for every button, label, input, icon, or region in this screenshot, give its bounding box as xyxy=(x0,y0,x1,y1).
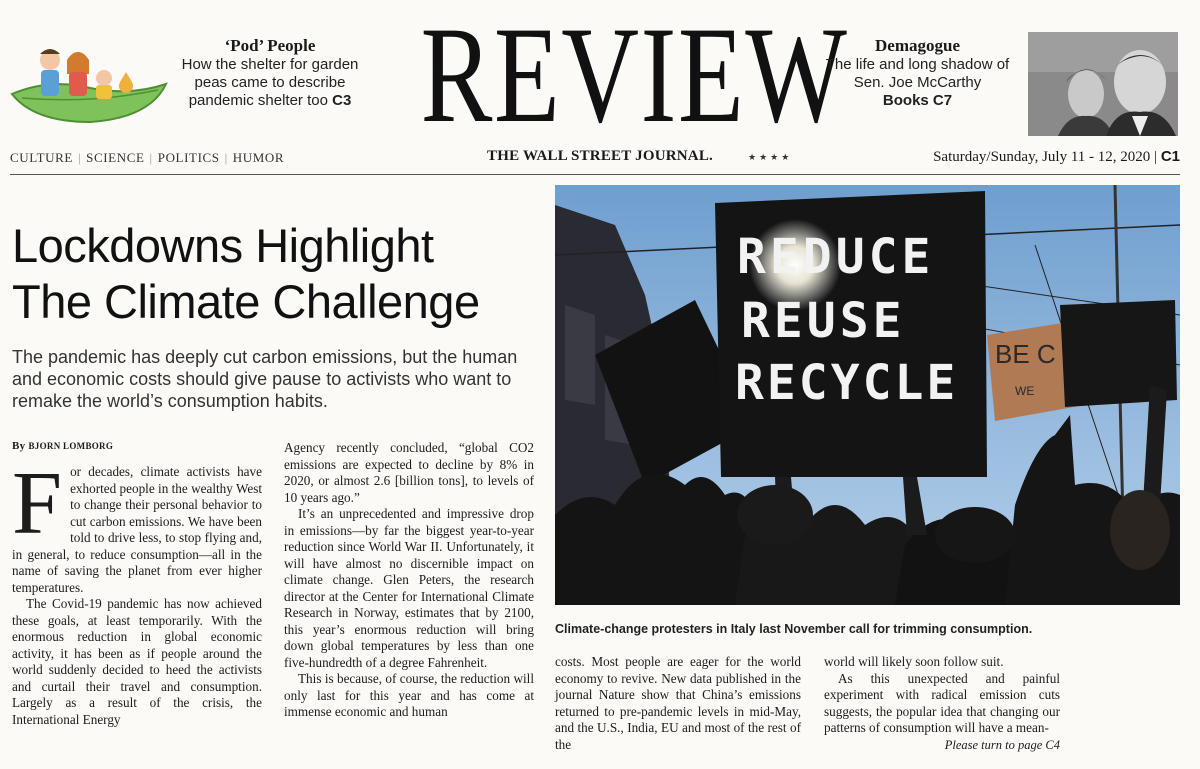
teaser-title: Demagogue xyxy=(875,36,960,55)
section-link-science[interactable]: SCIENCE xyxy=(86,150,145,165)
issue-date: Saturday/Sunday, July 11 - 12, 2020 xyxy=(933,149,1151,165)
newspaper-name: THE WALL STREET JOURNAL. xyxy=(487,148,713,164)
teaser-pod-people[interactable] xyxy=(170,36,370,110)
small-sign-text: BE C xyxy=(995,339,1056,369)
article-column-3: costs. Most people are eager for the world economy to revive. New data published in the journal Nature show that China’s emissions returned to pre-pandemic levels in mid-May, and the U.S., India, EU and most of the rest of the xyxy=(555,654,801,752)
section-link-culture[interactable]: CULTURE xyxy=(10,150,73,165)
teaser-text: How the shelter for garden peas came to describe pandemic shelter too C3 xyxy=(181,56,359,109)
continued-jump-link[interactable]: Please turn to page C4 xyxy=(944,737,1060,752)
byline: By BJORN LOMBORG xyxy=(12,440,114,452)
mccarthy-photo xyxy=(1028,32,1178,136)
section-masthead: REVIEW xyxy=(420,0,849,151)
teaser-demagogue[interactable] xyxy=(815,36,1020,110)
pod-people-illustration xyxy=(10,30,168,126)
sign-text-reuse: REUSE xyxy=(741,293,906,349)
article-column-4: world will likely soon follow suit. As this unexpected and painful experiment with radical emission cuts suggests, the popular idea that changing our patterns of consumption will have a mean- Please turn to page C4 xyxy=(824,654,1060,752)
section-link-politics[interactable]: POLITICS xyxy=(157,150,220,165)
article-column-2: Agency recently concluded, “global CO2 emissions are expected to decline by 8% in 2020, or almost 2.6 [billion tons], to levels of 10 years ago.” It’s an unprecedented and impressive drop in emissions—by far the biggest year-to-year reduction since World War II. Unfortunately, it will have almost no discernible impact on climate change. Glen Peters, the research director at the Center for International Climate Research in Norway, estimates that by 2100, this year’s enormous reduction will bring down global temperatures by less than one five-hundredth of a degree Fahrenheit. This is because, of course, the reduction will only last for this year and has come at immense economic and human xyxy=(284,440,534,719)
article-column-1: For decades, climate activists have exhorted people in the wealthy West to change their personal behavior to cut carbon emissions. We have been told to drive less, to stop flying and, in general, to reduce consumption—all in the name of saving the planet from ever higher temperatures. The Covid-19 pandemic has now achieved these goals, at least temporarily. With the enormous reduction in global economic activity, it has been as if people around the world suddenly decided to heed the activists and curtail their travel and consumption. Largely as a result of the crisis, the International Energy xyxy=(12,454,262,727)
photo-caption: Climate-change protesters in Italy last November call for trimming consumption. xyxy=(555,622,1033,636)
dateline: Saturday/Sunday, July 11 - 12, 2020 | C1 xyxy=(933,148,1180,165)
teaser-text: The life and long shadow of Sen. Joe McCarthy Books C7 xyxy=(825,56,1010,109)
section-link-humor[interactable]: HUMOR xyxy=(232,150,285,165)
teaser-page: C3 xyxy=(332,92,352,109)
page-number: C1 xyxy=(1160,148,1180,165)
article-headline: Lockdowns Highlight The Climate Challenge xyxy=(12,219,480,328)
drop-cap: F xyxy=(12,454,63,553)
protest-photo xyxy=(555,185,1180,605)
sign-text-recycle: RECYCLE xyxy=(735,355,959,411)
teaser-title: ‘Pod’ People xyxy=(224,36,316,55)
masthead-divider xyxy=(10,174,1180,175)
edition-stars: ★★★★ xyxy=(748,152,793,162)
teaser-page: Books C7 xyxy=(882,92,953,109)
article-dek: The pandemic has deeply cut carbon emissions, but the human and economic costs should give pause to activists who want to remake the world’s consumption habits. xyxy=(12,347,518,411)
sign-text-reduce: REDUCE xyxy=(737,229,935,285)
svg-text:WE: WE xyxy=(1015,384,1035,398)
section-nav: CULTURE | SCIENCE | POLITICS | HUMOR xyxy=(10,150,285,165)
